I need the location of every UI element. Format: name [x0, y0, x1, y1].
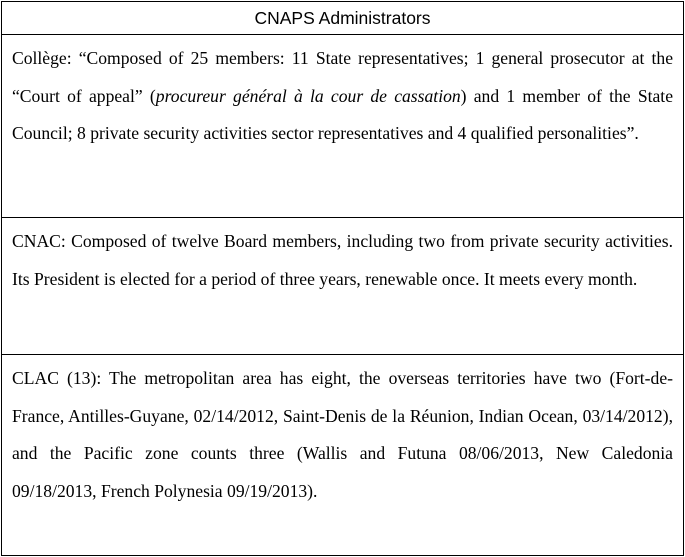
college-text-end: ) and 1 member of the State Council; 8 private security activities sector representatives and 4 qualified personalities”.	[12, 85, 674, 143]
college-paragraph	[12, 40, 673, 153]
clac-cell	[2, 355, 683, 555]
college-italic-term: procureur général à la cour de cassation	[155, 85, 461, 106]
cnac-paragraph: CNAC: Composed of twelve Board members, including two from private security activities. Its President is elected for a period of three years, renewable once. It meets every month.	[12, 231, 673, 289]
clac-paragraph: CLAC (13): The metropolitan area has eight, the overseas territories have two (Fort-de-France, Antilles-Guyane, 02/14/2012, Saint-Denis de la Réunion, Indian Ocean, 03/14/2012), and the Pacific zone counts three (Wallis and Futuna 08/06/2013, New Caledonia 09/18/2013, French Polynesia 09/19/2013).	[12, 368, 673, 501]
administrators-table	[1, 1, 684, 556]
college-cell	[2, 35, 683, 218]
cnac-cell	[2, 218, 683, 355]
college-text-start: Collège: “Composed of 25 members: 11 State representatives; 1 general prosecutor at the “Court of appeal” (	[12, 48, 673, 106]
table-title: CNAPS Administrators	[2, 2, 683, 35]
